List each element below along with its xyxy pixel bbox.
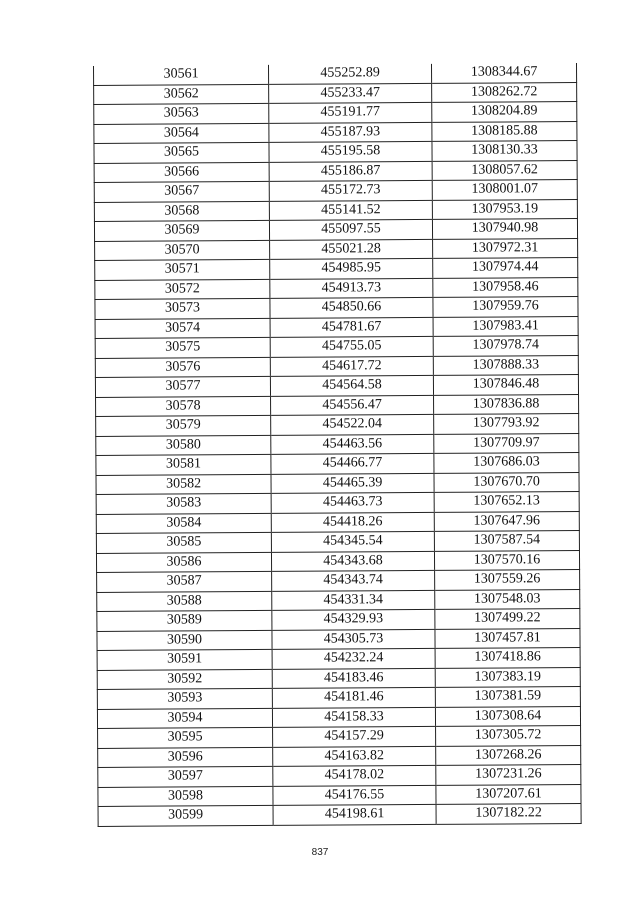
y-coordinate-cell: 1307940.98 — [432, 219, 577, 239]
x-coordinate-cell: 454522.04 — [271, 414, 434, 434]
x-coordinate-cell: 455097.55 — [269, 219, 432, 239]
table-row — [96, 414, 579, 436]
point-id-cell: 30577 — [95, 376, 270, 397]
point-id-cell: 30574 — [95, 318, 270, 339]
table-row — [95, 277, 578, 299]
table-row — [96, 472, 579, 494]
y-coordinate-cell: 1308204.89 — [432, 102, 577, 122]
point-id-cell: 30597 — [98, 766, 273, 787]
table-row — [96, 531, 579, 553]
page-number: 837 — [311, 847, 329, 858]
table-row — [95, 258, 578, 280]
table-row — [96, 453, 579, 475]
point-id-cell: 30596 — [98, 747, 273, 768]
point-id-cell: 30591 — [97, 649, 272, 670]
point-id-cell: 30588 — [97, 591, 272, 612]
y-coordinate-cell: 1307959.76 — [433, 297, 578, 317]
y-coordinate-cell: 1307974.44 — [433, 258, 578, 278]
table-row — [95, 316, 578, 338]
x-coordinate-cell: 454305.73 — [272, 629, 435, 649]
y-coordinate-cell: 1307381.59 — [435, 687, 580, 707]
x-coordinate-cell: 454466.77 — [271, 453, 434, 473]
coordinate-table-body — [93, 63, 581, 826]
y-coordinate-cell: 1307305.72 — [436, 726, 581, 746]
point-id-cell: 30573 — [95, 298, 270, 319]
table-row — [95, 336, 578, 358]
point-id-cell: 30595 — [98, 727, 273, 748]
y-coordinate-cell: 1307983.41 — [433, 316, 578, 336]
y-coordinate-cell: 1307978.74 — [433, 336, 578, 356]
y-coordinate-cell: 1307888.33 — [433, 355, 578, 375]
y-coordinate-cell: 1308344.67 — [431, 63, 576, 83]
x-coordinate-cell: 454329.93 — [272, 609, 435, 629]
point-id-cell: 30583 — [96, 493, 271, 514]
y-coordinate-cell: 1307652.13 — [434, 492, 579, 512]
point-id-cell: 30592 — [97, 669, 272, 690]
table-row — [97, 706, 580, 728]
y-coordinate-cell: 1307846.48 — [433, 375, 578, 395]
x-coordinate-cell: 454163.82 — [273, 746, 436, 766]
table-row — [94, 219, 577, 241]
table-row — [97, 628, 580, 650]
x-coordinate-cell: 455186.87 — [269, 161, 432, 181]
y-coordinate-cell: 1307836.88 — [434, 394, 579, 414]
x-coordinate-cell: 455172.73 — [269, 180, 432, 200]
table-row — [96, 550, 579, 572]
table-row — [98, 726, 581, 748]
table-row — [98, 804, 581, 826]
table-row — [94, 82, 577, 104]
x-coordinate-cell: 454176.55 — [273, 785, 436, 805]
y-coordinate-cell: 1307559.26 — [435, 570, 580, 590]
point-id-cell: 30585 — [96, 532, 271, 553]
x-coordinate-cell: 455141.52 — [269, 200, 432, 220]
x-coordinate-cell: 454331.34 — [272, 590, 435, 610]
table-row — [95, 355, 578, 377]
table-row — [97, 570, 580, 592]
table-row — [98, 784, 581, 806]
point-id-cell: 30566 — [94, 162, 269, 183]
point-id-cell: 30571 — [95, 259, 270, 280]
x-coordinate-cell: 454781.67 — [270, 317, 433, 337]
point-id-cell: 30581 — [96, 454, 271, 475]
table-row — [94, 141, 577, 163]
table-row — [97, 609, 580, 631]
x-coordinate-cell: 454198.61 — [273, 804, 436, 824]
x-coordinate-cell: 454181.46 — [272, 687, 435, 707]
y-coordinate-cell: 1307686.03 — [434, 453, 579, 473]
point-id-cell: 30563 — [94, 103, 269, 124]
point-id-cell: 30586 — [96, 552, 271, 573]
x-coordinate-cell: 454178.02 — [273, 765, 436, 785]
x-coordinate-cell: 454465.39 — [271, 473, 434, 493]
x-coordinate-cell: 455021.28 — [270, 239, 433, 259]
table-row — [96, 492, 579, 514]
table-row — [95, 238, 578, 260]
point-id-cell: 30561 — [93, 65, 268, 85]
point-id-cell: 30572 — [95, 279, 270, 300]
x-coordinate-cell: 455252.89 — [268, 64, 431, 84]
y-coordinate-cell: 1307268.26 — [436, 745, 581, 765]
x-coordinate-cell: 454463.73 — [271, 492, 434, 512]
x-coordinate-cell: 454345.54 — [271, 531, 434, 551]
table-row — [95, 297, 578, 319]
x-coordinate-cell: 454556.47 — [271, 395, 434, 415]
point-id-cell: 30599 — [98, 805, 273, 826]
point-id-cell: 30580 — [96, 435, 271, 456]
table-row — [94, 102, 577, 124]
y-coordinate-cell: 1307587.54 — [434, 531, 579, 551]
point-id-cell: 30578 — [96, 396, 271, 417]
x-coordinate-cell: 454617.72 — [270, 356, 433, 376]
x-coordinate-cell: 454157.29 — [273, 726, 436, 746]
x-coordinate-cell: 454158.33 — [272, 707, 435, 727]
y-coordinate-cell: 1307670.70 — [434, 472, 579, 492]
table-row — [94, 180, 577, 202]
y-coordinate-cell: 1307958.46 — [433, 277, 578, 297]
x-coordinate-cell: 455187.93 — [269, 122, 432, 142]
y-coordinate-cell: 1308001.07 — [432, 180, 577, 200]
coordinate-table — [93, 63, 582, 826]
x-coordinate-cell: 454232.24 — [272, 648, 435, 668]
point-id-cell: 30594 — [97, 708, 272, 729]
y-coordinate-cell: 1307231.26 — [436, 765, 581, 785]
y-coordinate-cell: 1307383.19 — [435, 667, 580, 687]
point-id-cell: 30579 — [96, 415, 271, 436]
y-coordinate-cell: 1308185.88 — [432, 121, 577, 141]
point-id-cell: 30598 — [98, 786, 273, 807]
y-coordinate-cell: 1307647.96 — [434, 511, 579, 531]
y-coordinate-cell: 1307308.64 — [435, 706, 580, 726]
x-coordinate-cell: 454183.46 — [272, 668, 435, 688]
y-coordinate-cell: 1307418.86 — [435, 648, 580, 668]
point-id-cell: 30569 — [94, 220, 269, 241]
point-id-cell: 30575 — [95, 337, 270, 358]
y-coordinate-cell: 1307972.31 — [433, 238, 578, 258]
x-coordinate-cell: 454985.95 — [270, 258, 433, 278]
table-row — [98, 765, 581, 787]
x-coordinate-cell: 455191.77 — [269, 102, 432, 122]
y-coordinate-cell: 1307709.97 — [434, 433, 579, 453]
point-id-cell: 30576 — [95, 357, 270, 378]
point-id-cell: 30568 — [94, 201, 269, 222]
table-row — [94, 160, 577, 182]
x-coordinate-cell: 455233.47 — [269, 83, 432, 103]
point-id-cell: 30567 — [94, 181, 269, 202]
y-coordinate-cell: 1307207.61 — [436, 784, 581, 804]
point-id-cell: 30587 — [97, 571, 272, 592]
x-coordinate-cell: 454755.05 — [270, 336, 433, 356]
x-coordinate-cell: 454463.56 — [271, 434, 434, 454]
table-row — [97, 648, 580, 670]
table-row — [93, 63, 576, 85]
y-coordinate-cell: 1307182.22 — [436, 804, 581, 824]
table-row — [97, 667, 580, 689]
y-coordinate-cell: 1307570.16 — [434, 550, 579, 570]
y-coordinate-cell: 1308057.62 — [432, 160, 577, 180]
table-row — [97, 687, 580, 709]
x-coordinate-cell: 454343.68 — [271, 551, 434, 571]
x-coordinate-cell: 454850.66 — [270, 297, 433, 317]
table-row — [97, 589, 580, 611]
table-row — [96, 394, 579, 416]
point-id-cell: 30565 — [94, 142, 269, 163]
point-id-cell: 30584 — [96, 513, 271, 534]
table-row — [96, 511, 579, 533]
y-coordinate-cell: 1307457.81 — [435, 628, 580, 648]
x-coordinate-cell: 454418.26 — [271, 512, 434, 532]
table-row — [94, 199, 577, 221]
x-coordinate-cell: 454913.73 — [270, 278, 433, 298]
point-id-cell: 30590 — [97, 630, 272, 651]
y-coordinate-cell: 1307953.19 — [432, 199, 577, 219]
table-row — [98, 745, 581, 767]
point-id-cell: 30589 — [97, 610, 272, 631]
y-coordinate-cell: 1307499.22 — [435, 609, 580, 629]
x-coordinate-cell: 455195.58 — [269, 141, 432, 161]
y-coordinate-cell: 1307548.03 — [435, 589, 580, 609]
table-row — [94, 121, 577, 143]
point-id-cell: 30570 — [95, 240, 270, 261]
y-coordinate-cell: 1308130.33 — [432, 141, 577, 161]
x-coordinate-cell: 454564.58 — [270, 375, 433, 395]
point-id-cell: 30582 — [96, 474, 271, 495]
point-id-cell: 30564 — [94, 123, 269, 144]
x-coordinate-cell: 454343.74 — [272, 570, 435, 590]
y-coordinate-cell: 1307793.92 — [434, 414, 579, 434]
y-coordinate-cell: 1308262.72 — [432, 82, 577, 102]
point-id-cell: 30562 — [94, 84, 269, 105]
table-row — [95, 375, 578, 397]
point-id-cell: 30593 — [97, 688, 272, 709]
table-row — [96, 433, 579, 455]
